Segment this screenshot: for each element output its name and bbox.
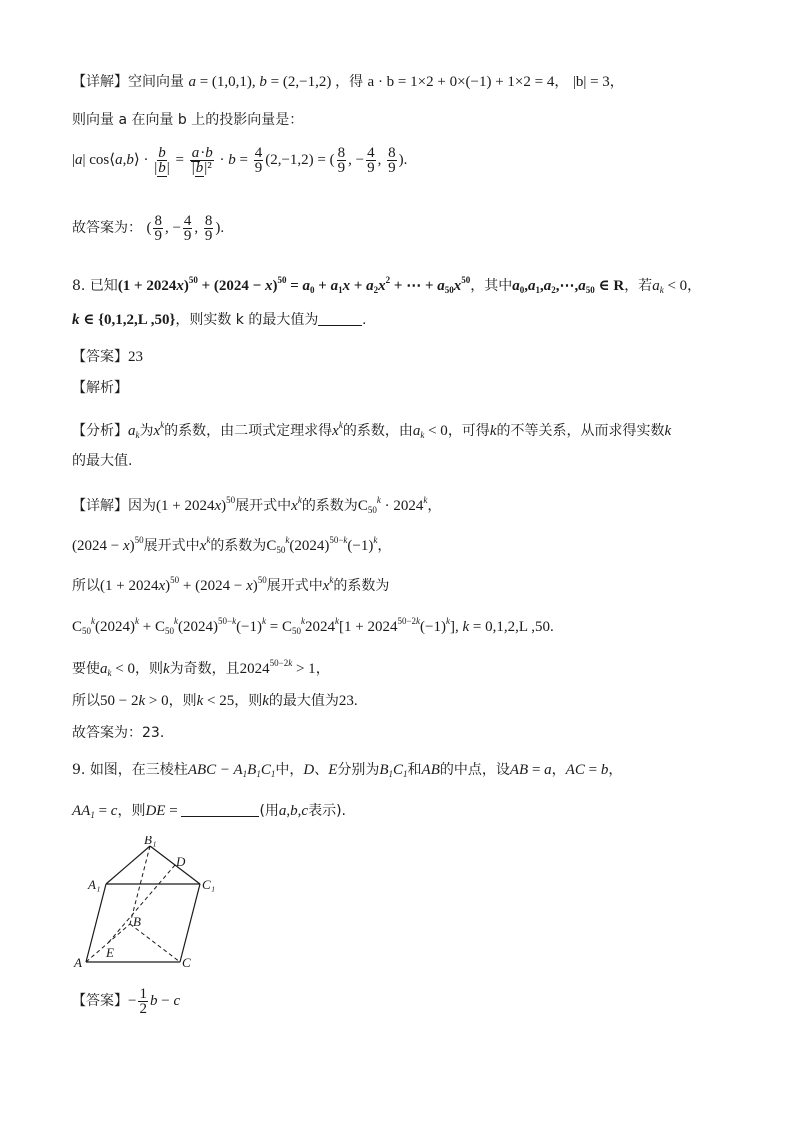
label-e: E: [106, 945, 114, 960]
q7-vectors: a = (1,0,1), b = (2,−1,2): [188, 74, 336, 90]
prism-figure: [72, 836, 232, 976]
q8-detail-line4: $C_{50}^k(2024)^k + C_{50}^k(2024)^{50-k}(-1)^k = C_{50}^k2024^k[1 + 2024^{50-2k}(-1)^k]$, k = 0,1,2,L ,50.: [72, 616, 554, 636]
q7-text: ，得: [335, 74, 364, 90]
label-a1: A₁: [88, 877, 101, 892]
q9-stem-line1: 9. 如图，在三棱柱ABC − $A_1B_1C_1$中，D、E分别为$B_1C_1$和AB的中点，设AB = a，AC = b，: [72, 762, 623, 779]
q8-detail-line1: 【详解】因为$(1 + 2024x)^{50}$展开式中$x^k$的系数为$C_{50}^k \cdot 2024^k$，: [72, 495, 442, 515]
q7-dot-product: a · b = 1×2 + 0×(−1) + 1×2 = 4: [367, 74, 555, 90]
q9-stem-line2: $AA_1 = c$，则DE = (用a,b,c表示).: [72, 803, 346, 820]
label-d: D: [176, 854, 186, 869]
edge-a1b1: [106, 846, 150, 884]
q8-fenxi-line1: 【分析】$a_k$为$x^k$的系数，由二项式定理求得$x^k$的系数，由$a_k < 0$，可得k的不等关系，从而求得实数k: [72, 420, 672, 440]
edge-bc-hidden: [130, 924, 180, 962]
label-c1: C₁: [202, 877, 216, 892]
q8-detail-line5: 要使$a_k < 0$，则k为奇数，且$2024^{50-2k} > 1$，: [72, 658, 330, 678]
q7-detail-line: 【详解】空间向量 a = (1,0,1), b = (2,−1,2) ，得 a · b = 1×2 + 0×(−1) + 1×2 = 4， |b| = 3，: [72, 74, 624, 90]
q8-detail-line2: $(2024 - x)^{50}$展开式中$x^k$的系数为$C_{50}^k(2024)^{50-k}(-1)^k$，: [72, 535, 392, 555]
q8-stem-line2: k ∈ {0,1,2,L ,50}，则实数 k 的最大值为 .: [72, 312, 367, 328]
label-a: A: [74, 955, 82, 970]
q8-detail-line3: 所以$(1 + 2024x)^{50} + (2024 - x)^{50}$展开式中$x^k$的系数为: [72, 575, 390, 594]
q7-text: 空间向量: [128, 74, 184, 90]
q8-number: 8.: [72, 278, 86, 294]
q9-number: 9.: [72, 762, 86, 778]
q8-stem-line1: 8. 已知$(1 + 2024x)^{50} + (2024 - x)^{50} = a_0 + a_1x + a_2x^2$ + ⋯ + $a_{50}x^{50}$，其中$a_0,a_1,a_2,\cdots,a_{50}$ ∈ R，若$a_k < 0$，: [72, 275, 702, 295]
edge-bb1-hidden: [130, 846, 150, 924]
edge-aa1: [86, 884, 106, 962]
q8-fenxi-line2: 的最大值.: [72, 453, 133, 469]
answer-blank: [318, 325, 362, 326]
q8-analysis-label: 【解析】: [72, 380, 128, 396]
edge-cc1: [180, 884, 200, 962]
label-b: B: [133, 914, 141, 929]
detail-label: 【详解】: [72, 74, 128, 90]
q7-projection-formula: |a| cos⟨a,b⟩ · $\frac{b}{|b|}$ = $\frac{a\cdot b}{\text{|b|²}}$ · b = $\frac{4}{9}$ (2,−1,2) = ( $\frac{8}{9}$ , − $\frac{4}{9}$ , $\frac{8}{9}$ ).: [72, 145, 408, 177]
segment-de: [108, 865, 175, 943]
q9-answer: 【答案】− $\frac{1}{2}$ b − c: [72, 986, 181, 1018]
q8-answer: 【答案】23: [72, 349, 143, 365]
q7-norm-b: |b| = 3: [572, 74, 610, 90]
q7-projection-intro: 则向量 a 在向量 b 上的投影向量是：: [72, 112, 304, 128]
label-b1: B₁: [144, 836, 157, 847]
q8-detail-line6: 所以50 − 2k > 0，则k < 25，则k的最大值为23.: [72, 693, 358, 709]
q7-final: 故答案为： ( $\frac{8}{9}$ , − $\frac{4}{9}$ , $\frac{8}{9}$ ).: [72, 213, 225, 245]
label-c: C: [182, 955, 191, 970]
answer-blank: [181, 816, 259, 817]
q8-final: 故答案为：23.: [72, 725, 165, 741]
